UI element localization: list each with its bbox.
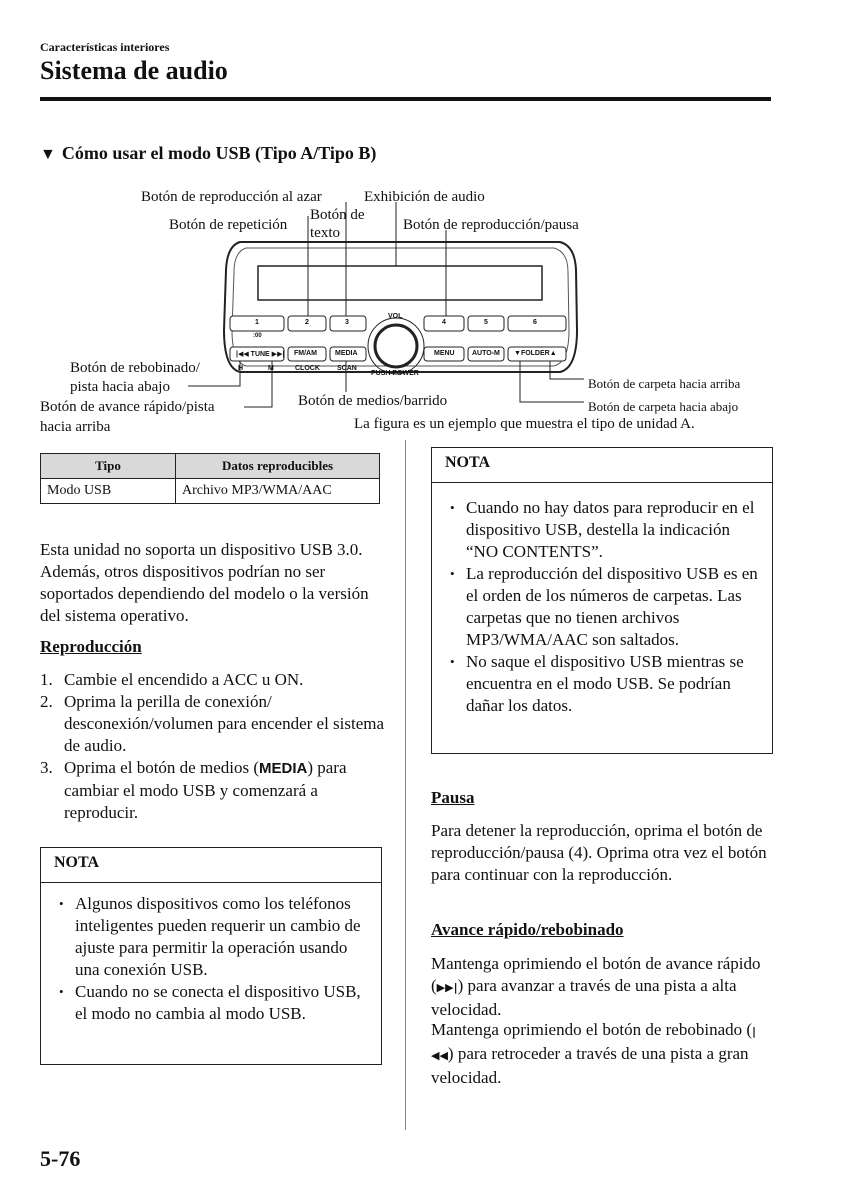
folder-down-callout: Botón de carpeta hacia abajo (588, 399, 739, 414)
preset-1-label: 1 (255, 319, 259, 326)
vol-label: VOL (388, 313, 403, 320)
m-label: M (268, 365, 274, 372)
folder-label: ▼FOLDER▲ (514, 350, 557, 357)
rewind-callout-line1: Botón de rebobinado/ (70, 360, 200, 376)
text-button-callout-line1: Botón de (310, 207, 365, 223)
audio-unit-figure (0, 180, 845, 442)
menu-label: MENU (434, 350, 455, 357)
rewind-callout-line2: pista hacia abajo (70, 379, 170, 395)
table-header-cell: Datos reproducibles (176, 454, 380, 479)
folder-up-callout: Botón de carpeta hacia arriba (588, 376, 741, 391)
rewind-paragraph: Mantenga oprimiendo el botón de rebobinado (|◀◀) para retroceder a través de una pista a gran velocidad. (431, 1020, 757, 1087)
triangle-marker-icon: ▼ (40, 146, 56, 163)
list-item: 2. Oprima la perilla de conexión/ desconexión/volumen para encender el sistema de audio. (40, 692, 385, 755)
ffwd-callout-line2: hacia arriba (40, 419, 111, 435)
push-power-label: PUSH POWER (371, 370, 419, 377)
note-box-right (431, 447, 773, 754)
play-pause-callout: Botón de reproducción/pausa (403, 217, 579, 233)
preset-5-label: 5 (484, 319, 488, 326)
audio-display-callout: Exhibición de audio (364, 189, 485, 205)
note-title: NOTA (41, 848, 381, 883)
playback-heading: Reproducción (40, 637, 142, 656)
page-number: 5-76 (40, 1146, 81, 1171)
repeat-button-callout: Botón de repetición (169, 217, 288, 233)
folder-down-icon: ▼ (514, 350, 521, 357)
tune-label: |◀◀ TUNE ▶▶| (236, 351, 285, 358)
list-item: • No saque el dispositivo USB mientras se encuentra en el modo USB. Se podrían dañar los datos. (446, 651, 764, 717)
note-title: NOTA (432, 448, 772, 483)
media-label: MEDIA (335, 350, 358, 357)
media-scan-callout: Botón de medios/barrido (298, 393, 448, 409)
table-cell: Archivo MP3/WMA/AAC (176, 479, 380, 504)
rewind-icon: |◀◀ (431, 1025, 757, 1062)
table-cell: Modo USB (41, 479, 176, 504)
pause-heading: Pausa (431, 788, 475, 807)
note-list (432, 483, 772, 717)
title-rule (40, 97, 771, 101)
preset-6-label: 6 (533, 319, 537, 326)
preset-6-button[interactable] (508, 316, 566, 331)
h-label: H (238, 365, 244, 372)
preset-4-label: 4 (442, 319, 446, 326)
fm-am-label: FM/AM (294, 350, 317, 357)
audio-display (258, 266, 542, 300)
chapter-label: Características interiores (40, 40, 170, 54)
text-button-callout-line2: texto (310, 225, 340, 241)
table-row (41, 479, 380, 504)
usb-support-paragraph: Esta unidad no soporta un dispositivo USB 3.0. Además, otros dispositivos podrían no ser soportados dependiendo del modelo o la versión del sistema operativo. (40, 540, 369, 625)
fast-forward-rewind-heading: Avance rápido/rebobinado (431, 920, 624, 939)
section-heading-text: Cómo usar el modo USB (Tipo A/Tipo B) (61, 143, 377, 163)
fast-forward-paragraph: Mantenga oprimiendo el botón de avance rápido (▶▶|) para avanzar a través de una pista a alta velocidad. (431, 954, 761, 1019)
playback-steps (40, 669, 385, 824)
pause-paragraph: Para detener la reproducción, oprima el botón de reproducción/pausa (4). Oprima otra vez el botón para continuar con la reproducción. (431, 821, 767, 884)
page-title: Sistema de audio (40, 56, 228, 85)
preset-3-label: 3 (345, 319, 349, 326)
preset-2-label: 2 (305, 319, 309, 326)
list-item: 3. Oprima el botón de medios (MEDIA) para cambiar el modo USB y comenzará a reproducir. (40, 758, 347, 822)
list-item: • Algunos dispositivos como los teléfonos inteligentes pueden requerir un cambio de ajuste para permitir la operación usando una conexión USB. (55, 893, 371, 981)
table-header-row (41, 454, 380, 479)
list-item: • Cuando no hay datos para reproducir en el dispositivo USB, destella la indicación “NO CONTENTS”. (446, 497, 764, 563)
note-box-left (40, 847, 382, 1065)
list-item: • Cuando no se conecta el dispositivo USB, el modo no cambia al modo USB. (55, 981, 371, 1025)
random-button-callout: Botón de reproducción al azar (141, 189, 322, 205)
rewind-icon: |◀◀ (236, 351, 251, 358)
fast-forward-icon: ▶▶| (269, 351, 285, 358)
volume-knob[interactable] (375, 325, 417, 367)
section-heading (40, 143, 376, 164)
note-list (41, 883, 381, 1025)
preset-1-sub-label: :00 (253, 333, 262, 339)
figure-caption: La figura es un ejemplo que muestra el tipo de unidad A. (354, 416, 695, 432)
table-header-cell: Tipo (41, 454, 176, 479)
clock-label: CLOCK (295, 365, 320, 372)
fast-forward-icon: ▶▶| (436, 981, 458, 994)
folder-up-icon: ▲ (549, 350, 557, 357)
auto-m-label: AUTO-M (472, 350, 500, 357)
list-item: 1. Cambie el encendido a ACC u ON. (40, 670, 304, 689)
scan-label: SCAN (337, 365, 357, 372)
media-button-glyph: MEDIA (259, 760, 308, 777)
list-item: • La reproducción del dispositivo USB es en el orden de los números de carpetas. Las carpetas que no tienen archivos MP3/WMA/AAC son saltados. (446, 563, 764, 651)
ffwd-callout-line1: Botón de avance rápido/pista (40, 399, 215, 415)
column-divider (405, 440, 406, 1130)
data-type-table (40, 453, 380, 504)
